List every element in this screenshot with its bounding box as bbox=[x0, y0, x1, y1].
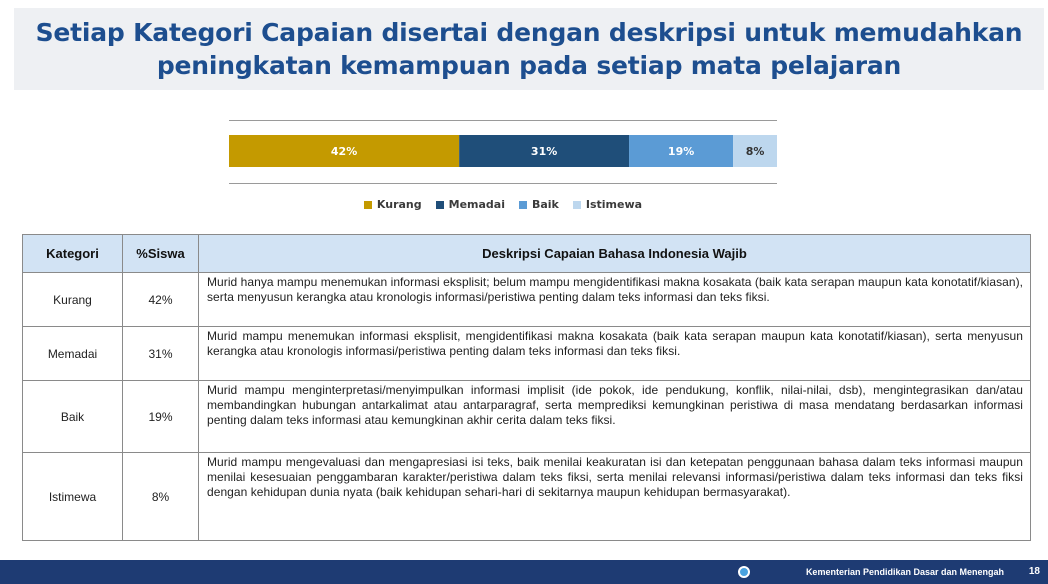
legend-label: Istimewa bbox=[585, 198, 643, 211]
row-deskripsi: Murid mampu menemukan informasi eksplisit, mengidentifikasi makna kosakata (baik kata serapan maupun kata konotatif/kiasan), serta menyusun kerangka atau kronologis informasi/peristiwa penting dalam teks informasi dan teks fiksi. bbox=[199, 327, 1031, 381]
legend-label: Memadai bbox=[448, 198, 505, 211]
legend-label: Kurang bbox=[376, 198, 422, 211]
chart-legend bbox=[229, 198, 777, 211]
description-table bbox=[22, 234, 1031, 541]
header-persen-siswa: %Siswa bbox=[123, 235, 199, 273]
header-deskripsi: Deskripsi Capaian Bahasa Indonesia Wajib bbox=[199, 235, 1031, 273]
page-title-line-1: Setiap Kategori Capaian disertai dengan deskripsi untuk memudahkan bbox=[35, 18, 1023, 47]
row-deskripsi: Murid mampu menginterpretasi/menyimpulkan informasi implisit (ide pokok, ide pendukung, konflik, nilai-nilai, dsb), mengintegrasikan dan/atau membandingkan hubungan antarkalimat atau antarparagraf, serta memprediksi kemungkinan peristiwa di masa mendatang berdasarkan informasi penting dalam teks informasi atau kemungkinan akhir cerita dalam teks fiksi. bbox=[199, 381, 1031, 453]
row-kategori: Kurang bbox=[23, 273, 123, 327]
row-persen: 8% bbox=[123, 453, 199, 541]
footer-ministry-name: Kementerian Pendidikan Dasar dan Menengah bbox=[805, 567, 1004, 577]
stacked-bar bbox=[229, 135, 777, 167]
page-title-line-2: peningkatan kemampuan pada setiap mata pelajaran bbox=[156, 51, 902, 80]
row-persen: 42% bbox=[123, 273, 199, 327]
legend-item-istimewa bbox=[573, 198, 642, 211]
header-kategori: Kategori bbox=[23, 235, 123, 273]
table-header-row bbox=[23, 235, 1031, 273]
title-banner bbox=[14, 8, 1044, 90]
row-kategori: Baik bbox=[23, 381, 123, 453]
legend-item-memadai bbox=[436, 198, 505, 211]
row-persen: 19% bbox=[123, 381, 199, 453]
data-label-kurang: 42% bbox=[330, 145, 358, 158]
legend-swatch bbox=[364, 201, 372, 209]
table-row bbox=[23, 327, 1031, 381]
page-number: 18 bbox=[1028, 566, 1040, 577]
table-row bbox=[23, 381, 1031, 453]
footer-bar bbox=[0, 560, 1048, 584]
row-kategori: Istimewa bbox=[23, 453, 123, 541]
data-label-istimewa: 8% bbox=[745, 145, 765, 158]
data-label-memadai: 31% bbox=[530, 145, 558, 158]
stacked-bar-chart bbox=[229, 120, 777, 220]
legend-label: Baik bbox=[531, 198, 559, 211]
row-deskripsi: Murid hanya mampu menemukan informasi eksplisit; belum mampu mengidentifikasi makna kosakata (baik kata serapan maupun kata konotatif/kiasan), serta menyusun kerangka atau kronologis informasi/peristiwa penting dalam teks informasi dan teks fiksi. bbox=[199, 273, 1031, 327]
legend-item-kurang bbox=[364, 198, 422, 211]
ministry-logo-icon bbox=[738, 566, 750, 578]
row-deskripsi: Murid mampu mengevaluasi dan mengapresiasi isi teks, baik menilai keakuratan isi dan ketepatan penggunaan bahasa dalam teks informasi maupun menilai kesesuaian penggambaran karakter/peristiwa dalam teks fiksi, serta menilai relevansi informasi/peristiwa dalam teks informasi dan teks fiksi dengan kehidupan dunia nyata (baik kehidupan sehari-hari di sekitarnya maupun kehidupan bermasyarakat). bbox=[199, 453, 1031, 541]
legend-swatch bbox=[519, 201, 527, 209]
legend-item-baik bbox=[519, 198, 559, 211]
row-persen: 31% bbox=[123, 327, 199, 381]
legend-swatch bbox=[573, 201, 581, 209]
legend-swatch bbox=[436, 201, 444, 209]
table-row bbox=[23, 273, 1031, 327]
data-label-baik: 19% bbox=[667, 145, 695, 158]
row-kategori: Memadai bbox=[23, 327, 123, 381]
table-row bbox=[23, 453, 1031, 541]
